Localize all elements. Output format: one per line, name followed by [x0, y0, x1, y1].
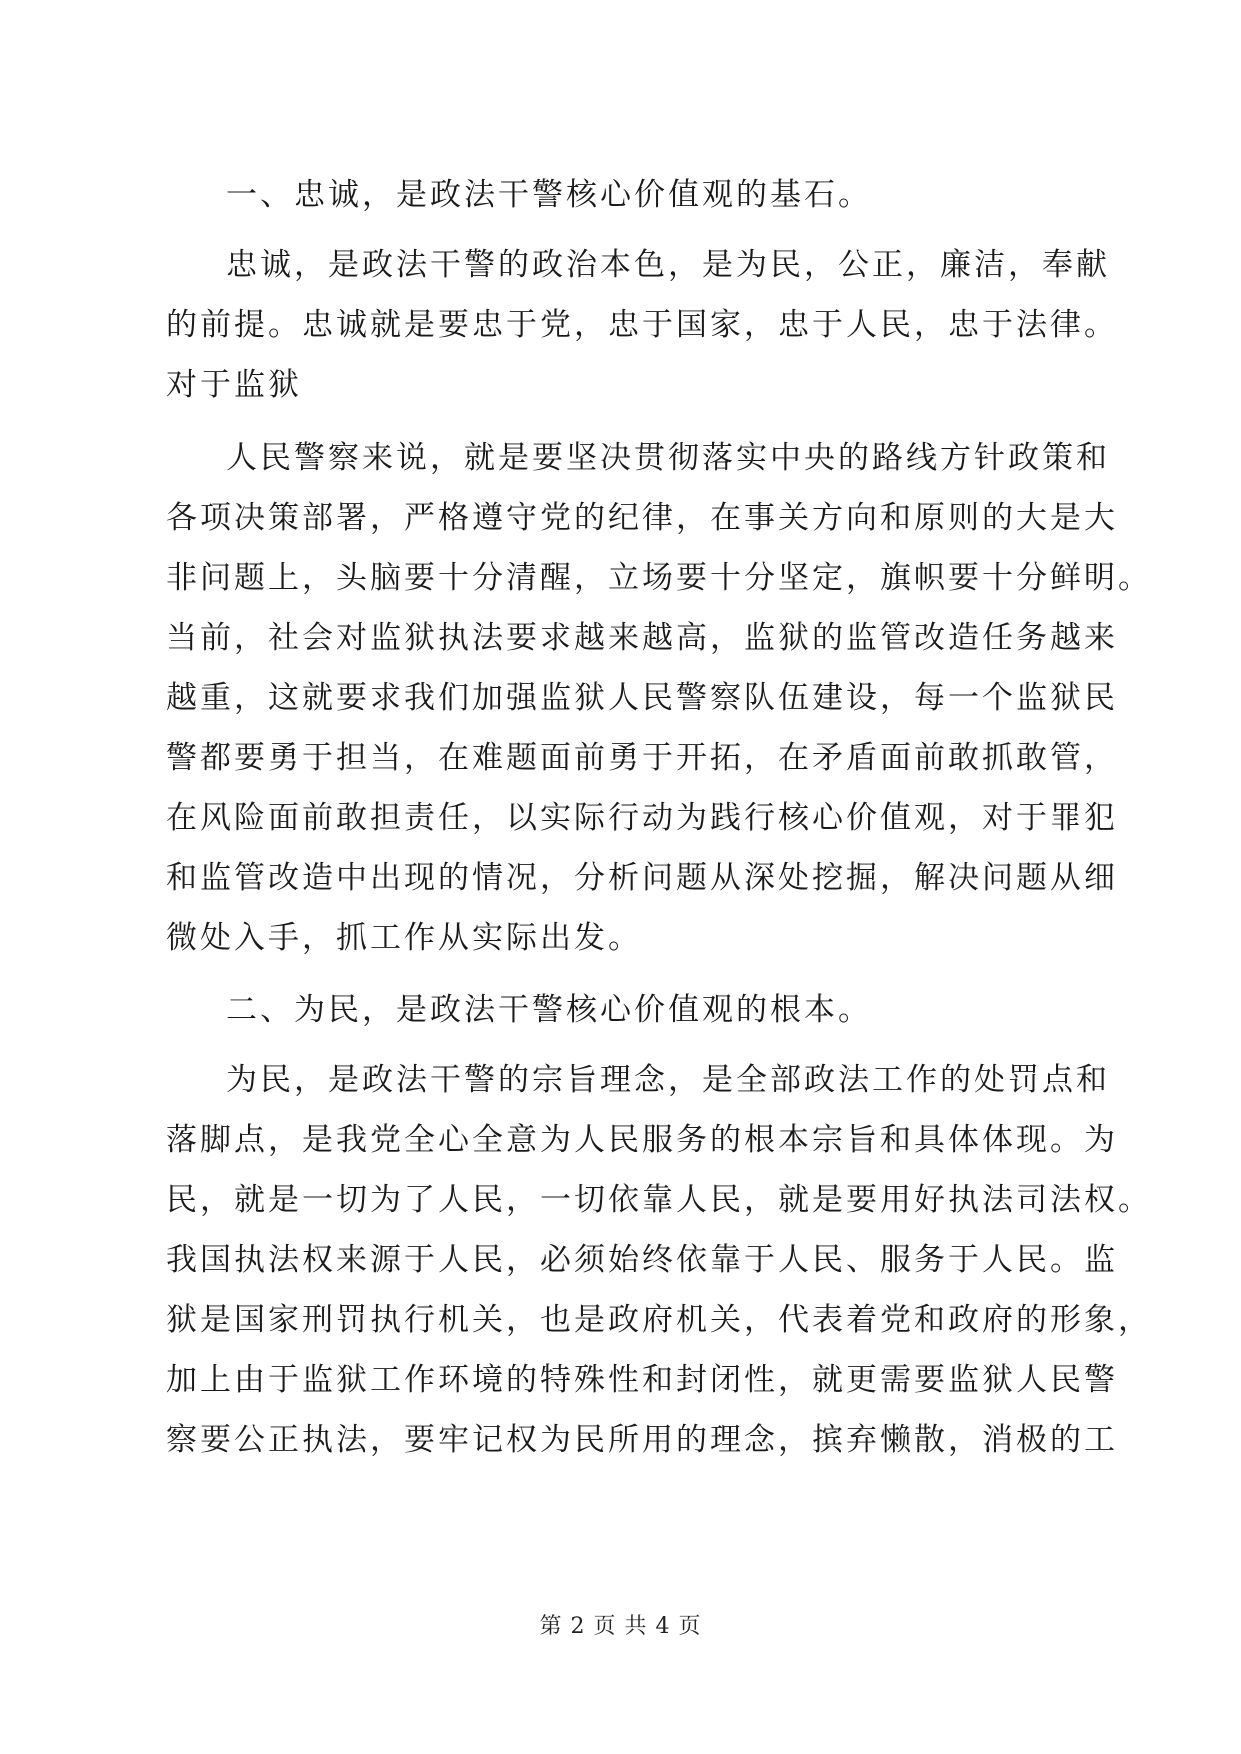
paragraph-line: 越重，这就要求我们加强监狱人民警察队伍建设，每一个监狱民: [166, 680, 1118, 716]
paragraph-line: 我国执法权来源于人民，必须始终依靠于人民、服务于人民。监: [166, 1242, 1118, 1278]
paragraph-line: 当前，社会对监狱执法要求越来越高，监狱的监管改造任务越来: [166, 620, 1118, 656]
paragraph-line: 察要公正执法，要牢记权为民所用的理念，摈弃懒散，消极的工: [166, 1422, 1118, 1458]
paragraph-line: 民，就是一切为了人民，一切依靠人民，就是要用好执法司法权。: [166, 1182, 1152, 1218]
paragraph-line: 对于监狱: [166, 367, 302, 403]
paragraph-line: 微处入手，抓工作从实际出发。: [166, 920, 642, 956]
paragraph-line: 为民，是政法干警的宗旨理念，是全部政法工作的处罚点和: [226, 1062, 1110, 1098]
paragraph-line: 加上由于监狱工作环境的特殊性和封闭性，就更需要监狱人民警: [166, 1362, 1118, 1398]
paragraph-line: 和监管改造中出现的情况，分析问题从深处挖掘，解决问题从细: [166, 860, 1118, 896]
paragraph-line: 忠诚，是政法干警的政治本色，是为民，公正，廉洁，奉献: [226, 247, 1110, 283]
paragraph-line: 非问题上，头脑要十分清醒，立场要十分坚定，旗帜要十分鲜明。: [166, 560, 1152, 596]
page-number-footer: 第 2 页 共 4 页: [539, 1614, 702, 1639]
paragraph-line: 各项决策部署，严格遵守党的纪律，在事关方向和原则的大是大: [166, 500, 1118, 536]
section-heading: 二、为民，是政法干警核心价值观的根本。: [226, 992, 872, 1028]
paragraph-line: 在风险面前敢担责任，以实际行动为践行核心价值观，对于罪犯: [166, 800, 1118, 836]
paragraph-line: 狱是国家刑罚执行机关，也是政府机关，代表着党和政府的形象，: [166, 1302, 1152, 1338]
paragraph-line: 落脚点，是我党全心全意为人民服务的根本宗旨和具体体现。为: [166, 1122, 1118, 1158]
paragraph-line: 警都要勇于担当，在难题面前勇于开拓，在矛盾面前敢抓敢管，: [166, 740, 1118, 776]
paragraph-line: 的前提。忠诚就是要忠于党，忠于国家，忠于人民，忠于法律。: [166, 307, 1118, 343]
paragraph-line: 人民警察来说，就是要坚决贯彻落实中央的路线方针政策和: [226, 440, 1110, 476]
section-heading: 一、忠诚，是政法干警核心价值观的基石。: [226, 177, 872, 213]
